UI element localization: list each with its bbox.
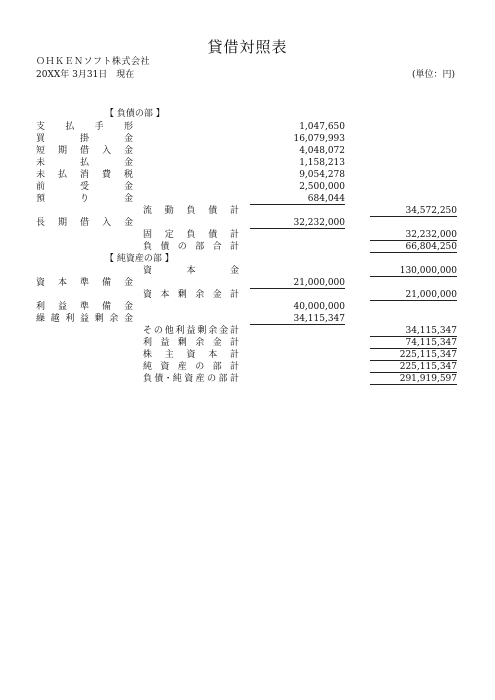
table-row bbox=[0, 193, 495, 205]
table-row bbox=[0, 121, 495, 133]
row-label: 利益準備金 bbox=[36, 302, 133, 312]
subtotal-value: 34,115,347 bbox=[405, 326, 457, 336]
subtotal-row bbox=[0, 337, 495, 349]
subtotal-label: 負債･純資産の部計 bbox=[143, 374, 239, 384]
subtotal-row bbox=[0, 241, 495, 253]
subtotal-label: 資本剰余金計 bbox=[143, 290, 239, 300]
subtotal-row bbox=[0, 349, 495, 361]
row-label: 買掛金 bbox=[36, 134, 133, 144]
section-header-row bbox=[0, 253, 495, 265]
table-row bbox=[0, 157, 495, 169]
subtotal-value: 21,000,000 bbox=[405, 290, 457, 300]
row-label: 支払手形 bbox=[36, 122, 133, 132]
section-header-net-assets: 【 純資産の部 】 bbox=[105, 254, 174, 264]
subtotal-value: 291,919,597 bbox=[399, 374, 457, 384]
table-row bbox=[0, 301, 495, 313]
subtotal-value: 225,115,347 bbox=[399, 350, 457, 360]
row-label: 未払消費税 bbox=[36, 170, 133, 180]
subtotal-value: 225,115,347 bbox=[399, 362, 457, 372]
row-value: 21,000,000 bbox=[293, 278, 345, 288]
subtotal-label: 負債の部合計 bbox=[143, 242, 239, 252]
section-header-row bbox=[0, 108, 495, 120]
row-value: 40,000,000 bbox=[293, 302, 345, 312]
table-row bbox=[0, 145, 495, 157]
table-row bbox=[0, 169, 495, 181]
table-row bbox=[0, 217, 495, 229]
subtotal-row bbox=[0, 373, 495, 385]
subtotal-label: 固定負債計 bbox=[143, 230, 239, 240]
subtotal-label: 資本金 bbox=[143, 266, 239, 276]
row-value: 684,044 bbox=[307, 194, 345, 204]
row-label: 未払金 bbox=[36, 158, 133, 168]
subtotal-label: 利益剰余金計 bbox=[143, 338, 239, 348]
table-row bbox=[0, 133, 495, 145]
subtotal-label: 純資産の部計 bbox=[143, 362, 239, 372]
subtotal-row bbox=[0, 205, 495, 217]
row-value: 34,115,347 bbox=[293, 314, 345, 324]
subtotal-value: 130,000,000 bbox=[399, 266, 457, 276]
section-header-liabilities: 【 負債の部 】 bbox=[105, 109, 165, 119]
table-row bbox=[0, 277, 495, 289]
row-value: 1,158,213 bbox=[299, 158, 345, 168]
subtotal-label: その他利益剰余金計 bbox=[143, 326, 239, 336]
row-value: 1,047,650 bbox=[299, 122, 345, 132]
subtotal-row bbox=[0, 265, 495, 277]
subtotal-row bbox=[0, 289, 495, 301]
row-value: 9,054,278 bbox=[299, 170, 345, 180]
unit-label: (単位：円) bbox=[411, 70, 455, 80]
row-label: 預り金 bbox=[36, 194, 133, 204]
table-row bbox=[0, 181, 495, 193]
row-value: 32,232,000 bbox=[293, 218, 345, 228]
row-label: 資本準備金 bbox=[36, 278, 133, 288]
subtotal-row bbox=[0, 361, 495, 373]
subtotal-label: 株主資本計 bbox=[143, 350, 239, 360]
subtotal-value: 74,115,347 bbox=[405, 338, 457, 348]
total-underline bbox=[370, 384, 457, 385]
row-label: 前受金 bbox=[36, 182, 133, 192]
row-label: 長期借入金 bbox=[36, 218, 133, 228]
row-value: 2,500,000 bbox=[299, 182, 345, 192]
table-row bbox=[0, 313, 495, 325]
subtotal-value: 66,804,250 bbox=[405, 242, 457, 252]
subtotal-label: 流動負債計 bbox=[143, 206, 239, 216]
row-label: 短期借入金 bbox=[36, 146, 133, 156]
row-value: 4,048,072 bbox=[299, 146, 345, 156]
as-of-date: 20XX年 3月31日 現在 bbox=[36, 70, 135, 80]
document-title: 貸借対照表 bbox=[207, 38, 288, 56]
row-label: 繰越利益剰余金 bbox=[36, 314, 133, 324]
subtotal-row bbox=[0, 325, 495, 337]
company-name: ＯＨＫＥＮソフト株式会社 bbox=[36, 57, 151, 67]
subtotal-value: 32,232,000 bbox=[405, 230, 457, 240]
subtotal-value: 34,572,250 bbox=[405, 206, 457, 216]
row-value: 16,079,993 bbox=[293, 134, 345, 144]
subtotal-row bbox=[0, 229, 495, 241]
